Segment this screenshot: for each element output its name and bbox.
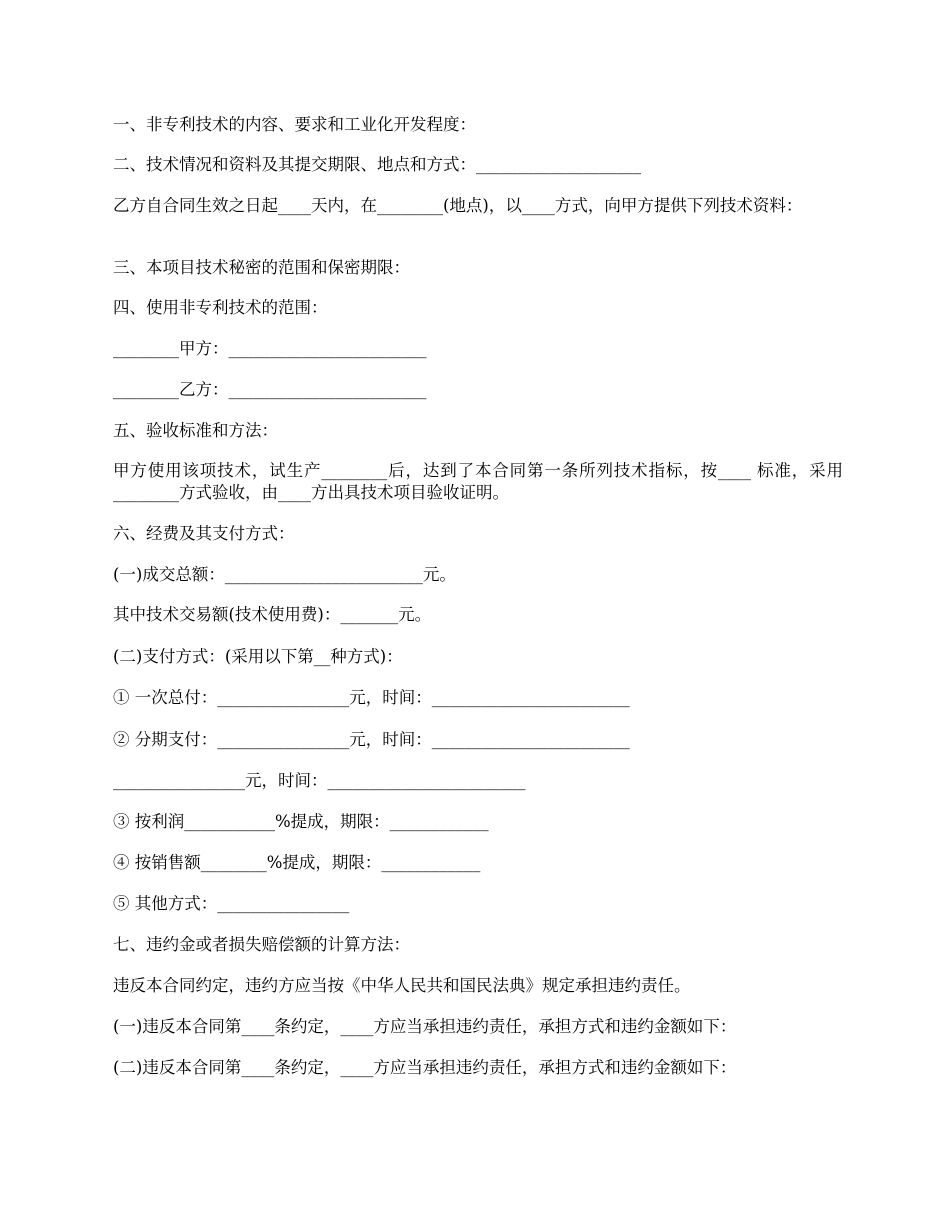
payment-method-line: (二)支付方式：(采用以下第__种方式)： [113,647,403,666]
section-2-heading: 二、技术情况和资料及其提交期限、地点和方式：____________________ [113,155,641,174]
party-b-scope-line: ________乙方：________________________ [113,380,427,399]
breach-clause-1: (一)违反本合同第____条约定，____方应当承担违约责任，承担方式和违约金额如下： [113,1017,737,1036]
party-a-scope-line: ________甲方：________________________ [113,339,427,358]
section-7-heading: 七、违约金或者损失赔偿额的计算方法： [113,935,410,954]
total-amount-line: (一)成交总额：________________________元。 [113,565,456,584]
breach-clause-2: (二)违反本合同第____条约定，____方应当承担违约责任，承担方式和违约金额如下： [113,1058,737,1077]
payment-option-3: ③ 按利润___________%提成，期限：____________ [113,812,489,831]
section-3-heading: 三、本项目技术秘密的范围和保密期限： [113,258,410,277]
payment-option-2: ② 分期支付：________________元，时间：________________________ [113,730,630,749]
liability-statement: 违反本合同约定，违约方应当按《中华人民共和国民法典》规定承担违约责任。 [113,976,691,995]
section-5-paragraph: 甲方使用该项技术，试生产________后，达到了本合同第一条所列技术指标，按____ 标准，采用________方式验收，由____方出具技术项目验收证明。 [113,461,843,502]
technology-fee-line: 其中技术交易额(技术使用费)：_______元。 [113,605,432,624]
payment-option-1: ① 一次总付：________________元，时间：________________________ [113,688,630,707]
section-2-paragraph: 乙方自合同生效之日起____天内，在________(地点)，以____方式，向甲方提供下列技术资料： [113,196,803,215]
payment-option-2-continued: ________________元，时间：________________________ [113,771,526,790]
payment-option-5: ⑤ 其他方式：________________ [113,894,350,913]
section-4-heading: 四、使用非专利技术的范围： [113,298,328,317]
section-6-heading: 六、经费及其支付方式： [113,524,295,543]
section-1-heading: 一、非专利技术的内容、要求和工业化开发程度： [113,115,476,134]
section-5-heading: 五、验收标准和方法： [113,421,278,440]
payment-option-4: ④ 按销售额________%提成，期限：____________ [113,853,481,872]
